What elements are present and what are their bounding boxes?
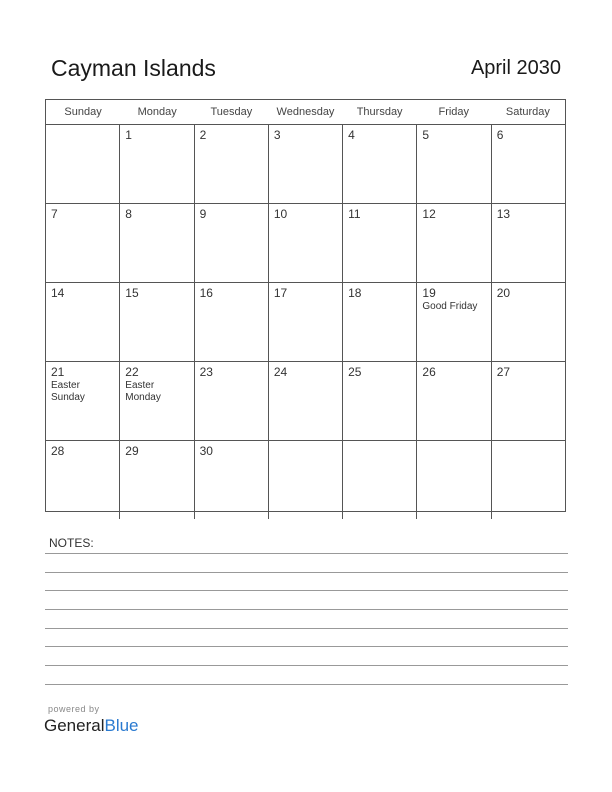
calendar-grid: [45, 99, 566, 512]
day-cell: [417, 441, 491, 519]
day-number: 19: [422, 286, 436, 300]
weekday-label: Thursday: [356, 106, 403, 118]
day-cell: [343, 362, 417, 440]
day-number: 8: [125, 207, 132, 221]
notes-line: [45, 553, 568, 554]
day-cell: [120, 441, 194, 519]
day-cell: [417, 125, 491, 203]
week-row: [46, 362, 565, 441]
day-number: 6: [496, 128, 504, 142]
day-number: 17: [273, 286, 288, 300]
brand-blue: Blue: [104, 716, 139, 735]
day-number: 15: [125, 286, 139, 300]
day-number: 11: [348, 207, 361, 221]
day-cell: [417, 204, 491, 282]
day-number: 25: [348, 365, 362, 379]
notes-line: [45, 609, 568, 610]
day-cell: [343, 125, 417, 203]
day-number: 24: [273, 365, 288, 379]
day-cell: [195, 204, 269, 282]
notes-line: [45, 572, 568, 573]
holiday-label: Easter Sunday: [51, 380, 85, 403]
notes-label: NOTES:: [49, 536, 94, 550]
day-cell: [195, 441, 269, 519]
day-number: 30: [199, 444, 213, 458]
day-cell: [492, 283, 565, 361]
day-number: 22: [125, 365, 139, 379]
day-cell: [417, 362, 491, 440]
day-number: 12: [422, 207, 436, 221]
week-row: [46, 204, 565, 283]
day-cell: [46, 441, 120, 519]
weekday-header: [46, 100, 565, 125]
day-number: 21: [51, 365, 65, 379]
day-cell: [46, 362, 120, 440]
day-cell: [120, 362, 194, 440]
notes-line: [45, 646, 568, 647]
day-cell: [343, 441, 417, 519]
day-cell: [46, 204, 120, 282]
generalblue-logo: [44, 716, 139, 736]
day-cell: [269, 204, 343, 282]
day-number: 1: [125, 128, 132, 142]
day-cell: [492, 204, 565, 282]
weekday-label: Saturday: [505, 106, 550, 118]
day-cell: [195, 362, 269, 440]
day-cell: [492, 362, 565, 440]
day-cell: [492, 441, 565, 519]
day-cell: [492, 125, 565, 203]
holiday-label: Good Friday: [422, 301, 478, 312]
week-row: [46, 125, 565, 204]
day-cell: [46, 283, 120, 361]
day-cell: [269, 125, 343, 203]
weekday-label: Wednesday: [276, 106, 335, 118]
day-number: 5: [422, 128, 430, 142]
day-number: 27: [496, 365, 511, 379]
day-number: 16: [199, 286, 213, 300]
day-number: 9: [199, 207, 207, 221]
powered-by-text: powered by: [48, 704, 100, 714]
day-cell: [269, 441, 343, 519]
day-number: 7: [51, 207, 58, 221]
day-number: 3: [273, 128, 281, 142]
holiday-label: Easter Monday: [125, 380, 161, 403]
brand-general: General: [44, 716, 105, 735]
notes-line: [45, 665, 568, 666]
day-number: 28: [51, 444, 65, 458]
weekday-label: Tuesday: [210, 106, 253, 118]
notes-line: [45, 684, 568, 685]
day-number: 2: [199, 128, 207, 142]
day-number: 10: [273, 207, 288, 221]
day-cell: [269, 283, 343, 361]
day-cell: [120, 283, 194, 361]
day-cell: [269, 362, 343, 440]
weekday-label: Friday: [438, 106, 470, 118]
day-number: 13: [496, 207, 511, 221]
weekday-label: Sunday: [64, 106, 102, 118]
day-number: 20: [496, 286, 511, 300]
day-cell: [120, 204, 194, 282]
day-cell: [417, 283, 491, 361]
notes-line: [45, 590, 568, 591]
day-number: 18: [348, 286, 362, 300]
day-number: 26: [422, 365, 436, 379]
day-number: 23: [199, 365, 213, 379]
day-cell: [343, 283, 417, 361]
week-row: [46, 441, 565, 519]
day-number: 14: [51, 286, 65, 300]
day-cell: [195, 125, 269, 203]
day-cell: [195, 283, 269, 361]
country-title: Cayman Islands: [51, 55, 216, 81]
day-cell: [120, 125, 194, 203]
day-number: 4: [348, 128, 355, 142]
day-number: 29: [125, 444, 139, 458]
weekday-label: Monday: [137, 106, 177, 118]
week-row: [46, 283, 565, 362]
month-title: April 2030: [470, 57, 561, 79]
notes-line: [45, 628, 568, 629]
day-cell: [46, 125, 120, 203]
day-cell: [343, 204, 417, 282]
